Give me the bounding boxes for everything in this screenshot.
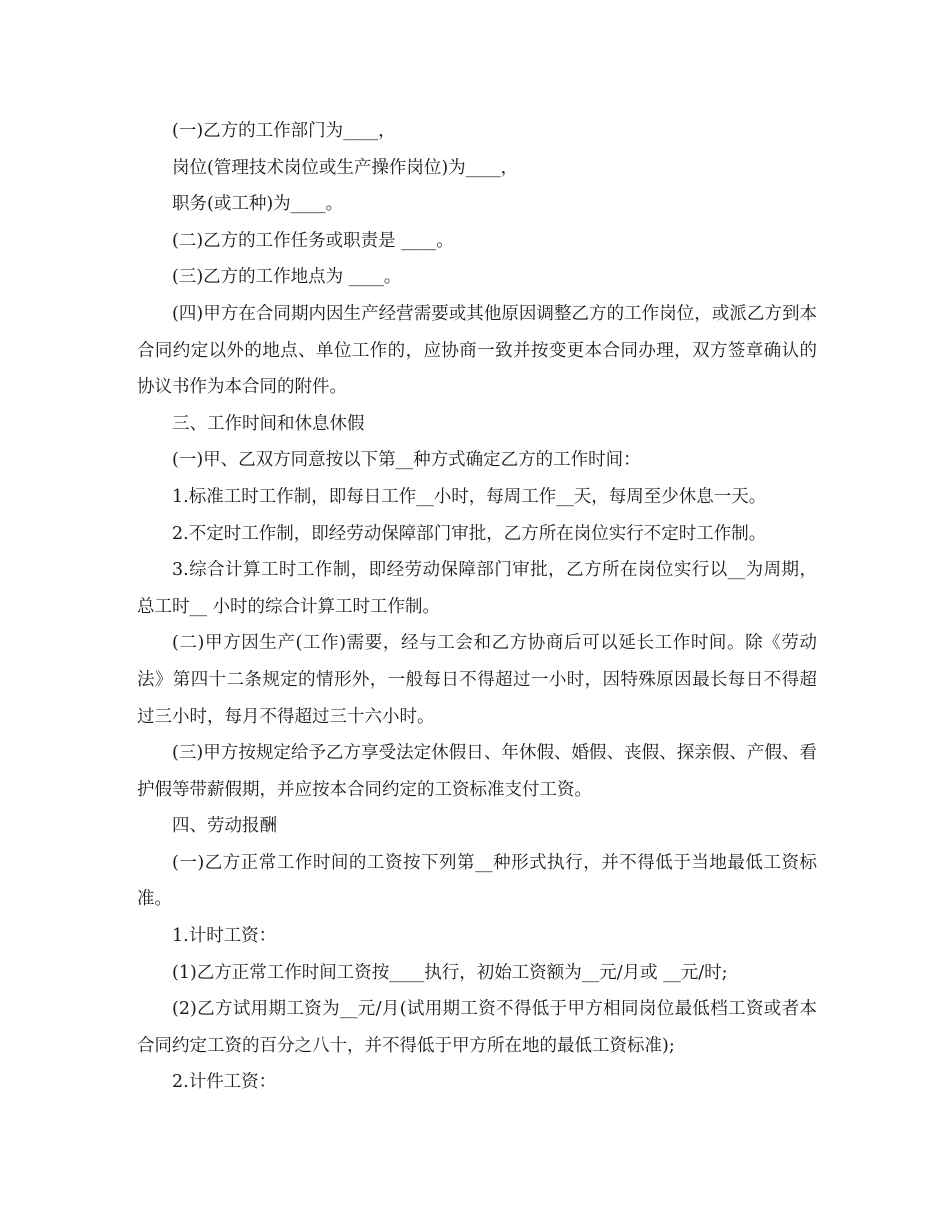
- section-heading-work-hours: 三、工作时间和休息休假: [172, 413, 365, 434]
- contract-body: [137, 113, 817, 1101]
- clause-standard-hours: 1.标准工时工作制，即每日工作__小时，每周工作__天，每周至少休息一天。: [172, 486, 767, 507]
- clause-piece-wage: 2.计件工资：: [172, 1072, 277, 1093]
- clause-position-change: (四)甲方在合同期内因生产经营需要或其他原因调整乙方的工作岗位，或派乙方到本合同约定以外的地点、单位工作的，应协商一致并按变更本合同办理，双方签章确认的协议书作为本合同的附件。: [137, 303, 817, 398]
- clause-duties: (二)乙方的工作任务或职责是 ____。: [172, 230, 454, 251]
- clause-paid-leave: (三)甲方按规定给予乙方享受法定休假日、年休假、婚假、丧假、探亲假、产假、看护假等带薪假期，并应按本合同约定的工资标准支付工资。: [137, 743, 817, 800]
- clause-flexible-hours: 2.不定时工作制，即经劳动保障部门审批，乙方所在岗位实行不定时工作制。: [172, 523, 767, 544]
- section-heading-remuneration: 四、劳动报酬: [172, 816, 277, 837]
- clause-time-wage: 1.计时工资：: [172, 926, 277, 947]
- clause-overtime: (二)甲方因生产(工作)需要，经与工会和乙方协商后可以延长工作时间。除《劳动法》第四十二条规定的情形外，一般每日不得超过一小时，因特殊原因最长每日不得超过三小时，每月不得超过三十六小时。: [137, 633, 817, 727]
- clause-job-title: 职务(或工种)为____。: [172, 194, 344, 215]
- clause-wage-form: (一)乙方正常工作时间的工资按下列第__种形式执行，并不得低于当地最低工资标准。: [137, 852, 817, 910]
- clause-position: 岗位(管理技术岗位或生产操作岗位)为____，: [172, 157, 519, 178]
- clause-probation-wage: (2)乙方试用期工资为__元/月(试用期工资不得低于甲方相同岗位最低档工资或者本合同约定工资的百分之八十，并不得低于甲方所在地的最低工资标准);: [137, 999, 817, 1056]
- clause-work-hours-method: (一)甲、乙双方同意按以下第__种方式确定乙方的工作时间：: [172, 450, 641, 471]
- clause-normal-wage: (1)乙方正常工作时间工资按____执行，初始工资额为__元/月或 __元/时;: [172, 962, 728, 983]
- clause-work-location: (三)乙方的工作地点为 ____。: [172, 267, 402, 288]
- clause-work-department: (一)乙方的工作部门为____，: [172, 121, 396, 141]
- clause-comprehensive-hours: 3.综合计算工时工作制，即经劳动保障部门审批，乙方所在岗位实行以__为周期，总工时__ 小时的综合计算工时工作制。: [137, 560, 817, 617]
